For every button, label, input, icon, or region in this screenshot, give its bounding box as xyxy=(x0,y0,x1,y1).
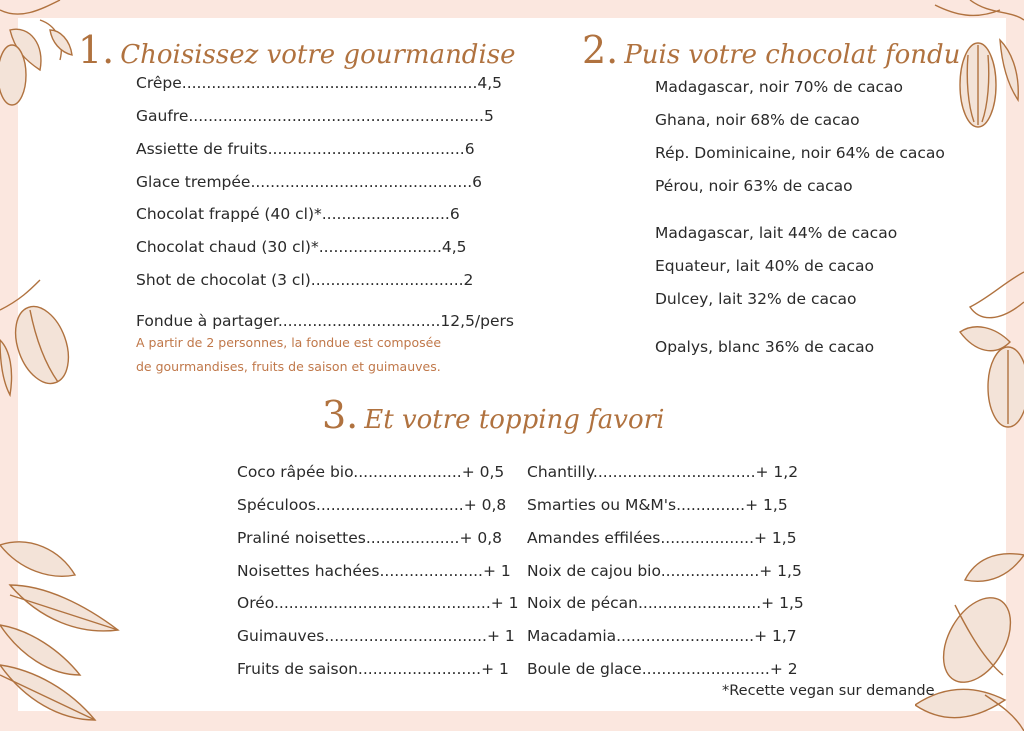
chocolate-item: Equateur, lait 40% de cacao xyxy=(655,257,874,275)
section3-title: Et votre topping favori xyxy=(364,405,665,435)
section2-heading xyxy=(582,28,960,72)
menu-item: Gaufre............................................................5 xyxy=(136,107,494,125)
cacao-illustration-bottom-left xyxy=(0,515,125,731)
cacao-illustration-bottom-right xyxy=(915,535,1024,731)
topping-item: Noisettes hachées.....................+ 1 xyxy=(237,562,511,580)
menu-item: Assiette de fruits........................................6 xyxy=(136,140,475,158)
cacao-illustration-mid-left xyxy=(0,270,85,410)
chocolate-item: Opalys, blanc 36% de cacao xyxy=(655,338,875,356)
vegan-footnote: *Recette vegan sur demande xyxy=(722,683,935,699)
section3-number: 3. xyxy=(322,393,359,437)
fondue-note-line1: A partir de 2 personnes, la fondue est composée xyxy=(136,335,442,350)
chocolate-item: Dulcey, lait 32% de cacao xyxy=(655,290,857,308)
topping-item: Noix de pécan.........................+ 1,5 xyxy=(527,594,804,612)
chocolate-item: Madagascar, lait 44% de cacao xyxy=(655,224,898,242)
section1-heading xyxy=(78,28,516,72)
cacao-illustration-mid-right xyxy=(950,262,1024,437)
menu-item: Chocolat chaud (30 cl)*.........................4,5 xyxy=(136,238,467,256)
chocolate-item: Ghana, noir 68% de cacao xyxy=(655,111,860,129)
fondue-note-line2: de gourmandises, fruits de saison et guimauves. xyxy=(136,359,441,374)
topping-item: Amandes effilées...................+ 1,5 xyxy=(527,529,797,547)
menu-item: Crêpe............................................................4,5 xyxy=(136,74,503,92)
topping-item: Boule de glace..........................+ 2 xyxy=(527,660,798,678)
topping-item: Coco râpée bio......................+ 0,5 xyxy=(237,463,505,481)
topping-item: Guimauves.................................+ 1 xyxy=(237,627,515,645)
menu-item: Chocolat frappé (40 cl)*..........................6 xyxy=(136,205,460,223)
chocolate-item: Madagascar, noir 70% de cacao xyxy=(655,78,903,96)
topping-item: Noix de cajou bio....................+ 1,5 xyxy=(527,562,802,580)
topping-item: Spéculoos..............................+ 0,8 xyxy=(237,496,507,514)
chocolate-item: Rép. Dominicaine, noir 64% de cacao xyxy=(655,144,945,162)
section3-heading xyxy=(322,393,664,437)
topping-item: Smarties ou M&M's..............+ 1,5 xyxy=(527,496,788,514)
topping-item: Praliné noisettes...................+ 0,8 xyxy=(237,529,503,547)
topping-item: Macadamia............................+ 1,7 xyxy=(527,627,797,645)
section1-number: 1. xyxy=(78,28,115,72)
topping-item: Chantilly.................................+ 1,2 xyxy=(527,463,799,481)
topping-item: Fruits de saison.........................+ 1 xyxy=(237,660,509,678)
menu-item: Shot de chocolat (3 cl)...............................2 xyxy=(136,271,474,289)
fondue-item: Fondue à partager.................................12,5/pers xyxy=(136,312,514,330)
chocolate-item: Pérou, noir 63% de cacao xyxy=(655,177,853,195)
cacao-illustration-top-left xyxy=(0,0,80,120)
section2-title: Puis votre chocolat fondu xyxy=(624,40,961,70)
menu-item: Glace trempée.............................................6 xyxy=(136,173,483,191)
topping-item: Oréo............................................+ 1 xyxy=(237,594,519,612)
section2-number: 2. xyxy=(582,28,619,72)
section1-title: Choisissez votre gourmandise xyxy=(120,40,516,70)
